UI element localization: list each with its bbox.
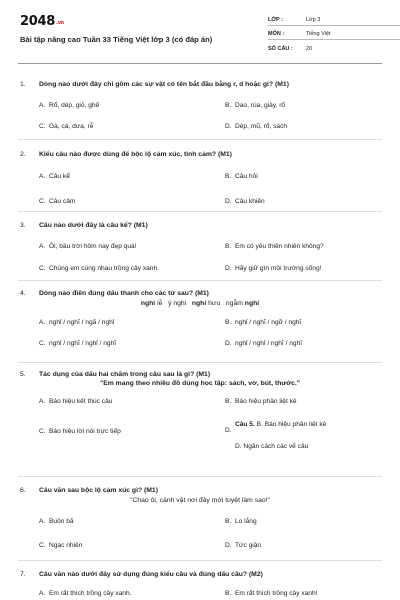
logo-main: 2048: [20, 14, 55, 29]
option-text: Em rất thích trồng cây xanh!: [235, 590, 318, 597]
question-text: [18, 221, 382, 230]
option-c[interactable]: [18, 264, 196, 273]
question-prompt: Dòng nào dưới đây chỉ gồm các sự vật có tên bắt đầu bằng r, d hoặc gi? (M1): [39, 81, 289, 88]
question-text: [18, 289, 382, 298]
question-number: 1.: [20, 81, 26, 88]
answer-rest: B. Báo hiệu phần liệt kê: [254, 421, 327, 428]
option-d[interactable]: [204, 339, 382, 348]
option-label: C.: [39, 340, 46, 347]
options: [18, 318, 382, 348]
option-d[interactable]: [204, 197, 382, 206]
question-number: 2.: [20, 151, 26, 158]
option-label: B.: [225, 518, 232, 525]
option-text: Dép, mũ, rổ, sách: [235, 123, 288, 130]
option-text: Tức giận: [235, 542, 262, 549]
logo-suffix: .vn: [55, 20, 64, 26]
question-1: [18, 64, 382, 139]
option-text: Em rất thích trồng cây xanh.: [49, 590, 132, 597]
option-a[interactable]: [18, 242, 196, 251]
option-label: D.: [225, 123, 232, 130]
option-a[interactable]: [18, 589, 196, 598]
option-d[interactable]: [204, 420, 382, 451]
meta-value: 20: [306, 46, 313, 52]
option-b[interactable]: [204, 397, 382, 406]
option-text-line2: D. Ngăn cách các vế câu: [235, 443, 309, 450]
option-label: A.: [39, 243, 46, 250]
option-label: D.: [225, 265, 232, 272]
question-4: [18, 281, 382, 362]
option-label: B.: [225, 243, 232, 250]
question-6: [18, 477, 382, 560]
option-label: D.: [225, 542, 232, 549]
question-prompt: Câu văn sau bộc lộ cảm xúc gì? (M1): [39, 487, 158, 494]
option-label: D.: [225, 340, 232, 347]
option-b[interactable]: [204, 242, 382, 251]
option-b[interactable]: [204, 101, 382, 110]
option-c[interactable]: [18, 197, 196, 206]
option-text: nghỉ / nghĩ / ngỡ / nghĩ: [235, 319, 302, 326]
option-label: C.: [39, 428, 46, 435]
option-c[interactable]: [18, 339, 196, 348]
option-c[interactable]: [18, 122, 196, 131]
meta-label: SỐ CÂU :: [268, 46, 293, 52]
question-text: [18, 486, 382, 495]
site-logo[interactable]: [20, 14, 64, 29]
option-text: [231, 420, 326, 435]
option-a[interactable]: [18, 318, 196, 327]
option-text: Ngạc nhiên: [49, 542, 83, 549]
question-prompt: Câu nào dưới đây là câu kể? (M1): [39, 222, 148, 229]
meta-label: MÔN :: [268, 31, 285, 37]
option-a[interactable]: [18, 172, 196, 181]
option-text: Gà, cá, dưa, rễ: [49, 123, 94, 130]
question-text: [18, 80, 382, 89]
options: [18, 589, 382, 598]
option-a[interactable]: [18, 101, 196, 110]
word: nghi: [244, 300, 260, 307]
option-label: B.: [225, 102, 232, 109]
option-label: D.: [225, 198, 232, 205]
option-a[interactable]: [18, 517, 196, 526]
meta-value: Tiếng Việt: [306, 31, 331, 37]
option-text: Câu khiến: [235, 198, 265, 205]
meta-value: Lớp 3: [306, 17, 321, 23]
options: [18, 242, 382, 273]
meta-row-count: [268, 40, 400, 54]
option-label: C.: [39, 198, 46, 205]
option-text: Báo hiệu kết thúc câu: [49, 398, 113, 405]
option-d[interactable]: [204, 541, 382, 550]
option-label: A.: [39, 398, 46, 405]
option-text: nghỉ / nghĩ / ngã / nghỉ: [49, 319, 115, 326]
option-label: A.: [39, 590, 46, 597]
question-prompt: Câu văn nào dưới đây sử dụng đúng kiểu câu và đúng dấu câu? (M2): [39, 571, 263, 578]
option-text: nghỉ / nghĩ / nghỉ / nghĩ: [49, 340, 117, 347]
option-text: Buồn bã: [49, 518, 74, 525]
meta-table: [268, 12, 400, 54]
word-rest: hưu: [206, 300, 221, 307]
option-label: A.: [39, 518, 46, 525]
options: [18, 172, 382, 206]
option-text: Câu kể: [49, 173, 70, 180]
meta-row-subject: [268, 26, 400, 40]
option-text: Dao, rùa, giày, rổ: [235, 102, 286, 109]
option-text: Rổ, dép, giỏ, ghế: [49, 102, 100, 109]
option-d[interactable]: [204, 264, 382, 273]
document-title: Bài tập nâng cao Tuần 33 Tiếng Việt lớp 3 (có đáp án): [20, 35, 213, 44]
options: [18, 101, 382, 131]
option-b[interactable]: [204, 517, 382, 526]
option-b[interactable]: [204, 318, 382, 327]
question-5: [18, 363, 382, 476]
word: nghi: [191, 300, 207, 307]
option-text: Báo hiệu lời nói trực tiếp: [49, 428, 121, 435]
option-label: A.: [39, 173, 46, 180]
answer-prefix: Câu 5.: [235, 421, 255, 428]
question-quote: "Em mang theo nhiều đồ dùng học tập: sách, vở, bút, thước.": [99, 380, 301, 387]
option-text: Hãy giữ gìn môi trường sống!: [235, 265, 322, 272]
question-number: 3.: [20, 222, 26, 229]
option-b[interactable]: [204, 589, 382, 598]
options: [18, 397, 382, 451]
question-number: 5.: [20, 371, 26, 378]
question-prompt: Kiểu câu nào được dùng để bộc lộ cảm xúc, tình cảm? (M1): [39, 151, 232, 158]
option-label: D.: [225, 427, 232, 434]
word-rest: lễ: [155, 300, 163, 307]
meta-row-class: [268, 12, 400, 26]
option-label: C.: [39, 123, 46, 130]
option-text: Câu hỏi: [235, 173, 258, 180]
question-text: [18, 150, 382, 159]
question-text: [18, 570, 382, 579]
word: ngẫm: [225, 300, 245, 307]
option-text: Câu cảm: [49, 198, 76, 205]
option-text: Em có yêu thiên nhiên không?: [235, 243, 324, 250]
option-label: B.: [225, 398, 232, 405]
option-label: C.: [39, 265, 46, 272]
option-text: Ôi, bầu trời hôm nay đẹp quá!: [49, 243, 137, 250]
question-number: 4.: [20, 290, 26, 297]
option-text: Chúng em cùng nhau trồng cây xanh.: [49, 265, 159, 272]
question-number: 7.: [20, 571, 26, 578]
option-label: B.: [225, 319, 232, 326]
question-prompt: Dòng nào điền đúng dấu thanh cho các từ sau? (M1): [39, 290, 209, 297]
option-label: A.: [39, 319, 46, 326]
option-label: A.: [39, 102, 46, 109]
word: nghi: [140, 300, 156, 307]
option-label: C.: [39, 542, 46, 549]
option-b[interactable]: [204, 172, 382, 181]
option-c[interactable]: [18, 427, 196, 451]
meta-label: LỚP :: [268, 17, 283, 23]
question-quote: "Chao ôi, cánh vật nơi đây mới tuyệt làm sao!": [130, 497, 270, 504]
question-3: [18, 212, 382, 280]
option-text: Lo lắng: [235, 518, 257, 525]
options: [18, 517, 382, 550]
option-a[interactable]: [18, 397, 196, 406]
option-d[interactable]: [204, 122, 382, 131]
option-label: B.: [225, 173, 232, 180]
option-c[interactable]: [18, 541, 196, 550]
question-prompt: Tác dụng của dấu hai chấm trong câu sau là gì? (M1): [39, 371, 211, 378]
option-text: Báo hiệu phần liệt kê: [235, 398, 297, 405]
question-2: [18, 140, 382, 211]
question-text: [18, 370, 382, 379]
word: ý nghi: [168, 300, 187, 307]
question-words: [18, 299, 382, 308]
option-text: nghỉ / nghỉ / nghĩ / nghĩ: [235, 340, 303, 347]
question-7: [18, 561, 382, 598]
worksheet-header: [18, 0, 382, 64]
option-label: B.: [225, 590, 232, 597]
question-number: 6.: [20, 487, 26, 494]
